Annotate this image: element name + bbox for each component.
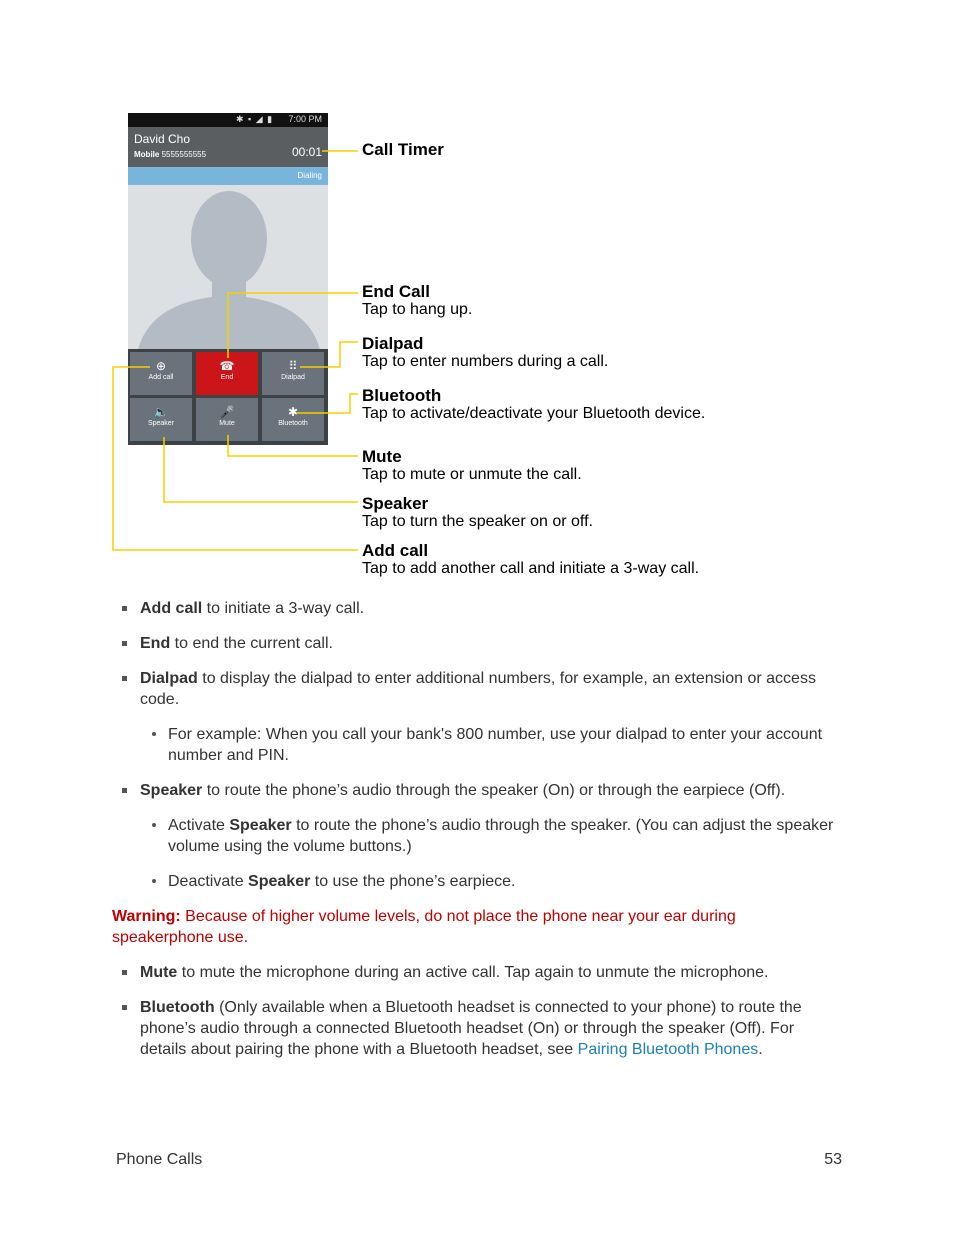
list-item-mute: Mute to mute the microphone during an active call. Tap again to unmute the microphone. — [140, 962, 840, 983]
status-time: 7:00 PM — [288, 114, 322, 124]
mute-button[interactable]: 🎤 Mute — [196, 398, 258, 441]
call-timer: 00:01 — [291, 145, 322, 159]
list-item-bluetooth: Bluetooth (Only available when a Bluetooth headset is connected to your phone) to route the phone’s audio through a connected Bluetooth headset (On) or through the speaker (Off). For details about pairing the phone with a Bluetooth headset, see Pairing Bluetooth Phones. — [140, 997, 840, 1060]
dialpad-icon: ⠿ — [288, 359, 298, 373]
caller-name: David Cho — [134, 132, 191, 146]
speaker-button[interactable]: 🔈 Speaker — [130, 398, 192, 441]
add-call-button[interactable]: ⊕ Add call — [130, 352, 192, 395]
list-subitem-dialpad: For example: When you call your bank's 800 number, use your dialpad to enter your account number and PIN. — [168, 724, 848, 766]
page-number: 53 — [824, 1151, 842, 1168]
status-icons: ✱ ▪ ◢ ▮ — [236, 114, 274, 124]
end-call-button[interactable]: ☎ End — [196, 352, 258, 395]
callout-add-call: Add call Tap to add another call and initiate a 3-way call. — [362, 541, 700, 577]
caller-number: Mobile 5555555555 — [134, 150, 207, 159]
warning-note: Warning: Because of higher volume levels, do not place the phone near your ear during speakerphone use. — [112, 908, 736, 946]
bullet-icon — [122, 788, 127, 793]
end-call-icon: ☎ — [219, 359, 235, 373]
list-subitem-speaker-activate: Activate Speaker to route the phone’s audio through the speaker. (You can adjust the speaker volume using the volume buttons.) — [168, 815, 848, 857]
list-item-add-call: Add call to initiate a 3-way call. — [140, 598, 840, 619]
bluetooth-button[interactable]: ✱ Bluetooth — [262, 398, 324, 441]
bullet-icon — [122, 970, 127, 975]
callout-speaker: Speaker Tap to turn the speaker on or off. — [362, 494, 593, 530]
bullet-icon — [122, 641, 127, 646]
speaker-icon: 🔈 — [153, 405, 169, 419]
bluetooth-icon: ✱ — [287, 405, 299, 419]
dialing-status: Dialing — [297, 171, 322, 180]
list-item-speaker: Speaker to route the phone’s audio through the speaker (On) or through the earpiece (Off). — [140, 780, 840, 801]
footer-section: Phone Calls — [116, 1151, 203, 1168]
bullet-icon — [152, 732, 156, 736]
list-subitem-speaker-deactivate: Deactivate Speaker to use the phone’s earpiece. — [168, 871, 848, 892]
bullet-icon — [152, 823, 156, 827]
dialpad-button[interactable]: ⠿ Dialpad — [262, 352, 324, 395]
callout-dialpad: Dialpad Tap to enter numbers during a call. — [362, 334, 609, 370]
bullet-icon — [152, 879, 156, 883]
callout-mute: Mute Tap to mute or unmute the call. — [362, 447, 582, 483]
pairing-bluetooth-link[interactable]: Pairing Bluetooth Phones — [577, 1041, 759, 1058]
plus-icon: ⊕ — [155, 359, 167, 373]
bullet-icon — [122, 606, 127, 611]
mic-icon: 🎤 — [219, 405, 235, 419]
list-item-dialpad: Dialpad to display the dialpad to enter additional numbers, for example, an extension or access code. — [140, 668, 840, 710]
callout-end-call: End Call Tap to hang up. — [362, 282, 473, 318]
bullet-icon — [122, 1005, 127, 1010]
list-item-end: End to end the current call. — [140, 633, 840, 654]
bullet-icon — [122, 676, 127, 681]
callout-call-timer: Call Timer — [362, 140, 444, 159]
callout-bluetooth: Bluetooth Tap to activate/deactivate your Bluetooth device. — [362, 386, 706, 422]
